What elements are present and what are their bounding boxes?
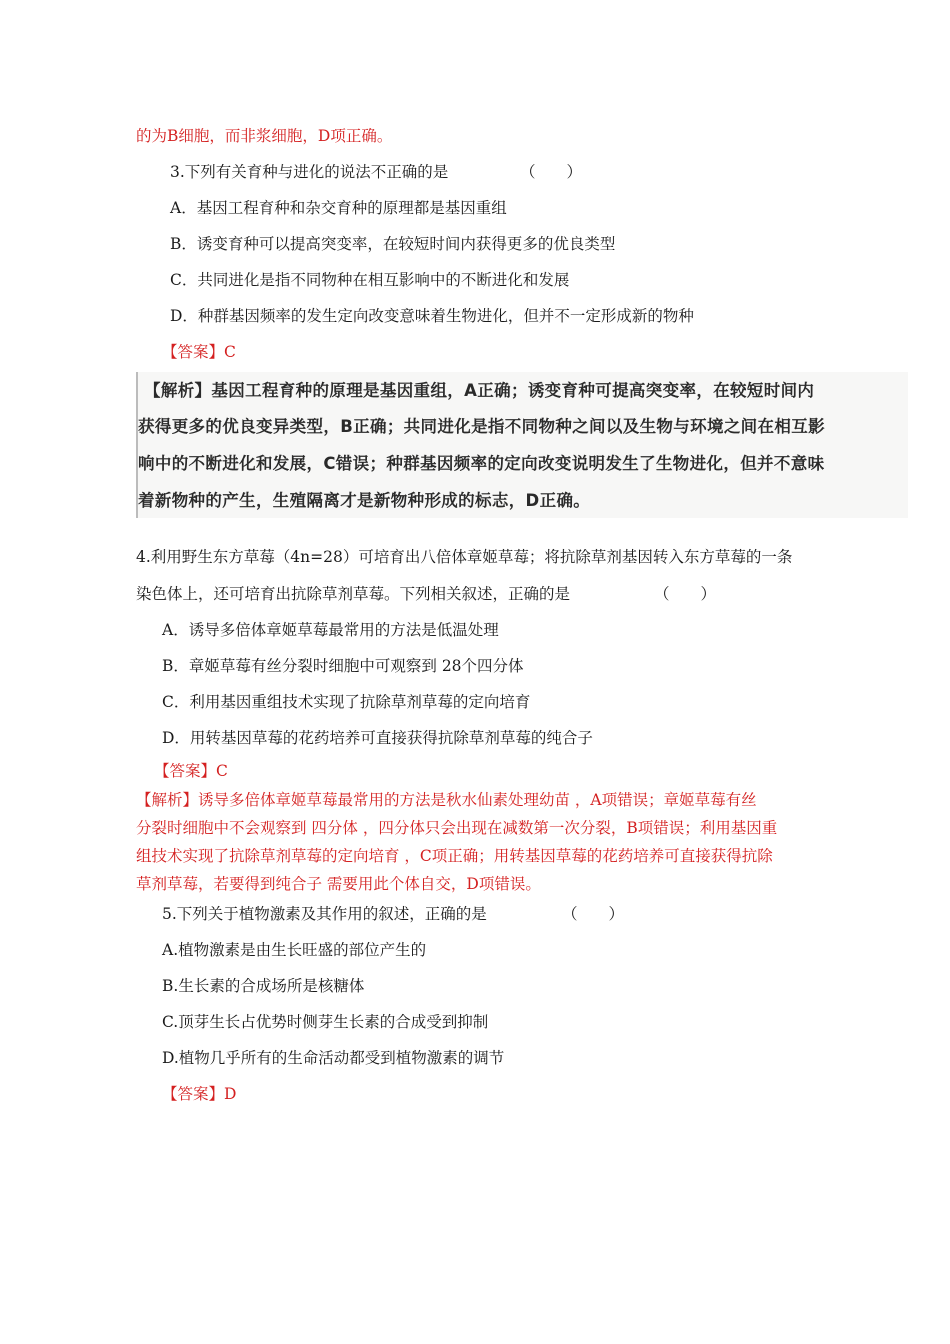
- question-4-blank: （ ）: [654, 585, 717, 603]
- question-5-answer-tag: 【答案】: [162, 1085, 225, 1103]
- question-3-option-b: B．诱变育种可以提高突变率，在较短时间内获得更多的优良类型: [170, 235, 616, 253]
- question-4-option-c: C．利用基因重组技术实现了抗除草剂草莓的定向培育: [162, 693, 531, 711]
- question-5-answer-value: D: [224, 1085, 237, 1103]
- question-5-option-b: B.生长素的合成场所是核糖体: [162, 977, 365, 995]
- question-3-answer: 【答案】C: [162, 343, 236, 361]
- question-3-option-d: D．种群基因频率的发生定向改变意味着生物进化，但并不一定形成新的物种: [170, 307, 694, 325]
- question-4-option-d: D．用转基因草莓的花药培养可直接获得抗除草剂草莓的纯合子: [162, 729, 593, 747]
- question-5-stem: 5.下列关于植物激素及其作用的叙述，正确的是: [162, 905, 487, 923]
- question-5-option-a: A.植物激素是由生长旺盛的部位产生的: [162, 941, 427, 959]
- question-5-option-c: C.顶芽生长占优势时侧芽生长素的合成受到抑制: [162, 1013, 489, 1031]
- question-3-analysis-line-1: 【解析】基因工程育种的原理是基因重组，A正确；诱变育种可提高突变率，在较短时间内: [144, 381, 815, 400]
- question-5-option-d: D.植物几乎所有的生命活动都受到植物激素的调节: [162, 1049, 505, 1067]
- question-5-blank: （ ）: [562, 905, 625, 923]
- question-4-answer: 【答案】C: [154, 762, 228, 780]
- question-3-analysis-scan: [136, 372, 908, 518]
- question-4-analysis-line-3: 组技术实现了抗除草剂草莓的定向培育 ，C项正确；用转基因草莓的花药培养可直接获得抗除: [136, 847, 773, 865]
- question-3-stem: 3.下列有关育种与进化的说法不正确的是: [170, 163, 449, 181]
- question-3-analysis-line-4: 着新物种的产生，生殖隔离才是新物种形成的标志，D正确。: [138, 491, 591, 510]
- previous-analysis-continuation: 的为B细胞，而非浆细胞，D项正确。: [136, 127, 393, 145]
- question-4-stem-line-1: 4.利用野生东方草莓（4n=28）可培育出八倍体章姬草莓；将抗除草剂基因转入东方草莓的一条: [136, 548, 793, 566]
- question-4-stem-line-2: 染色体上，还可培育出抗除草剂草莓。下列相关叙述，正确的是: [136, 585, 571, 603]
- question-3-analysis-line-3: 响中的不断进化和发展，C错误；种群基因频率的定向改变说明发生了生物进化，但并不意味: [138, 454, 825, 473]
- question-3-option-a: A．基因工程育种和杂交育种的原理都是基因重组: [170, 199, 507, 217]
- question-4-option-a: A．诱导多倍体章姬草莓最常用的方法是低温处理: [162, 621, 499, 639]
- question-4-option-b: B．章姬草莓有丝分裂时细胞中可观察到 28个四分体: [162, 657, 524, 675]
- question-5-answer: [162, 1084, 236, 1104]
- question-3-analysis-line-2: 获得更多的优良变异类型，B正确；共同进化是指不同物种之间以及生物与环境之间在相互影: [138, 417, 825, 436]
- question-3-blank: （ ）: [520, 163, 583, 181]
- question-3-option-c: C．共同进化是指不同物种在相互影响中的不断进化和发展: [170, 271, 570, 289]
- question-4-analysis-line-2: 分裂时细胞中不会观察到 四分体 ，四分体只会出现在减数第一次分裂，B项错误；利用基因重: [136, 819, 778, 837]
- question-4-analysis-line-1: 【解析】诱导多倍体章姬草莓最常用的方法是秋水仙素处理幼苗 ，A项错误；章姬草莓有丝: [136, 791, 757, 809]
- question-4-analysis-line-4: 草剂草莓，若要得到纯合子 需要用此个体自交，D项错误。: [136, 875, 541, 893]
